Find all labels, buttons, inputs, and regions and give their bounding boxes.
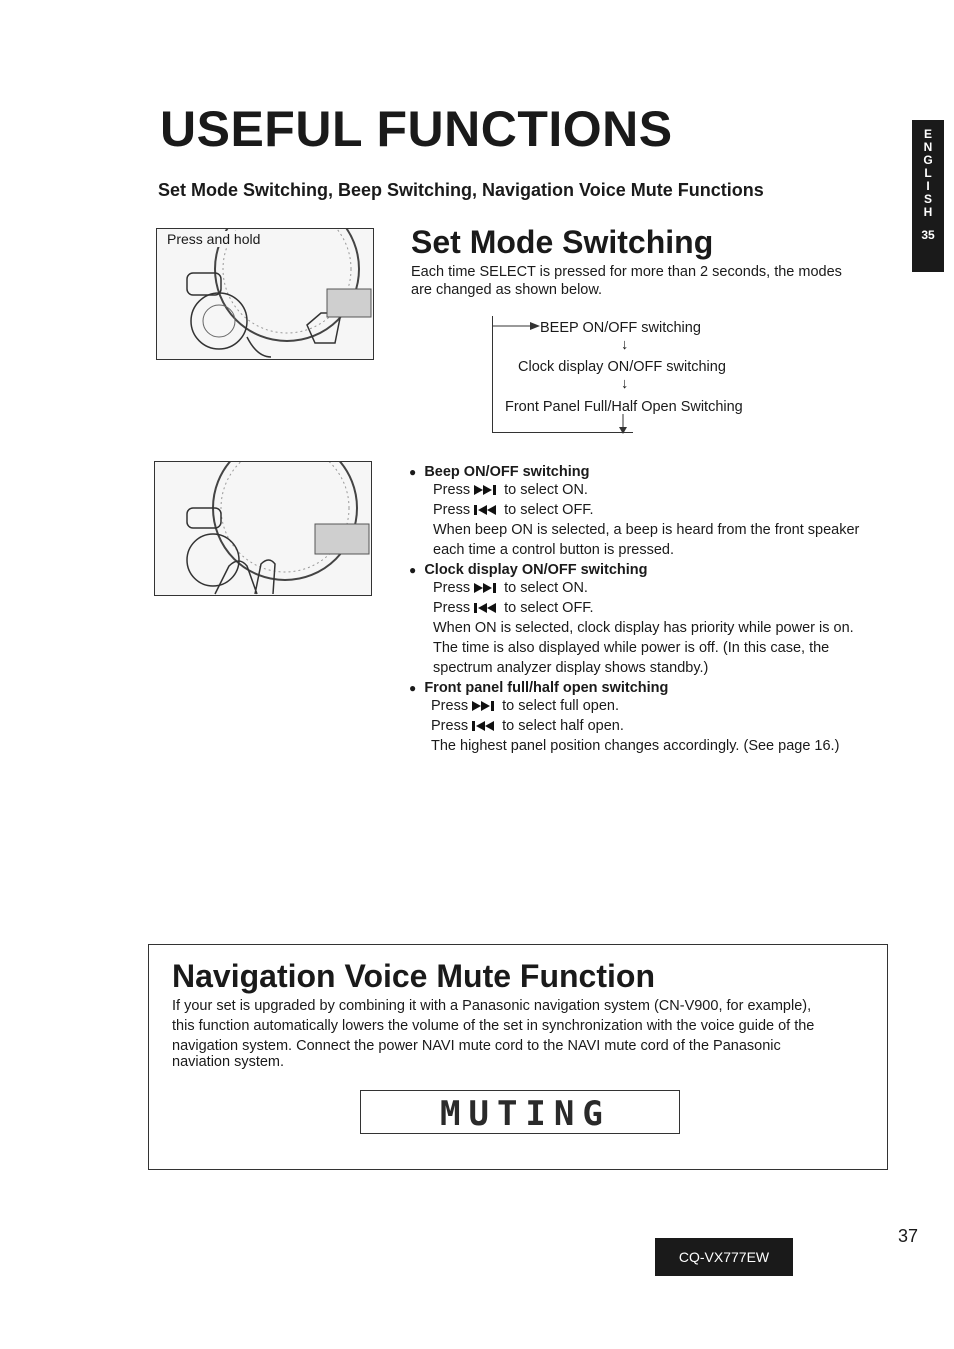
car-stereo-panel-drawing: [157, 229, 373, 359]
prev-track-icon: [474, 603, 500, 613]
bullet-line: When ON is selected, clock display has priority while power is on.: [433, 620, 854, 636]
press-off-text: to select OFF.: [504, 502, 594, 518]
flow-item-front-panel: Front Panel Full/Half Open Switching: [505, 399, 743, 415]
bullet-list: [409, 464, 899, 756]
bullet-front-panel: [409, 680, 899, 756]
bullet-line: When beep ON is selected, a beep is heard from the front speaker: [433, 522, 860, 538]
page-number: 37: [898, 1226, 919, 1246]
bullet-dot-icon: ●: [409, 563, 417, 577]
car-stereo-buttons-drawing: [155, 462, 371, 595]
lang-letter: H: [923, 205, 933, 219]
muting-display-text: MUTING: [440, 1094, 611, 1134]
lang-letter: E: [923, 127, 932, 141]
press-label: Press: [433, 600, 471, 616]
bullet-line: spectrum analyzer display shows standby.): [433, 660, 709, 676]
lang-letter: L: [924, 166, 932, 180]
bullet-dot-icon: ●: [409, 465, 417, 479]
unit-illustration-select: [156, 228, 374, 360]
press-on-text: to select ON.: [504, 580, 588, 596]
flow-down-arrow-icon: ↓: [621, 376, 629, 392]
press-label: Press: [433, 502, 471, 518]
bullet-line: each time a control button is pressed.: [433, 542, 674, 558]
nav-heading: Navigation Voice Mute Function: [172, 958, 655, 994]
next-track-icon: [474, 583, 500, 593]
next-track-icon: [472, 701, 498, 711]
bullet-heading: Beep ON/OFF switching: [424, 464, 590, 480]
nav-line: this function automatically lowers the volume of the set in synchronization with the voice guide of the: [172, 1018, 815, 1034]
press-label: Press: [431, 718, 469, 734]
lang-letter: N: [923, 140, 933, 154]
press-on-text: to select ON.: [504, 482, 588, 498]
language-tab: [912, 120, 944, 272]
set-mode-heading: Set Mode Switching: [411, 224, 714, 260]
bullet-heading: Front panel full/half open switching: [424, 680, 669, 696]
bullet-clock: [409, 562, 899, 678]
nav-line: naviation system.: [172, 1054, 285, 1070]
prev-track-icon: [472, 721, 498, 731]
bullet-beep: [409, 464, 899, 560]
next-track-icon: [474, 485, 500, 495]
bullet-heading: Clock display ON/OFF switching: [424, 562, 648, 578]
set-mode-intro-line-2: are changed as shown below.: [411, 282, 603, 298]
flow-down-arrow-icon: ↓: [621, 337, 629, 353]
lang-letter: I: [926, 179, 930, 193]
page-title: USEFUL FUNCTIONS: [160, 101, 673, 157]
flow-item-beep: BEEP ON/OFF switching: [540, 320, 701, 336]
flow-return-arrow-icon: [616, 414, 630, 438]
flow-arrow-right-icon: [492, 318, 542, 334]
flow-item-clock: Clock display ON/OFF switching: [518, 359, 726, 375]
bullet-dot-icon: ●: [409, 681, 417, 695]
set-mode-intro-line-1: Each time SELECT is pressed for more than 2 seconds, the modes: [411, 264, 842, 280]
lang-letter: S: [923, 192, 932, 206]
nav-line: If your set is upgraded by combining it with a Panasonic navigation system (CN-V900, for example),: [172, 998, 812, 1014]
press-label: Press: [433, 580, 471, 596]
illustration-caption: Press and hold: [167, 231, 261, 247]
press-label: Press: [433, 482, 471, 498]
section-number: 35: [921, 228, 935, 242]
nav-line: navigation system. Connect the power NAVI mute cord to the NAVI mute cord of the Panasonic: [172, 1038, 781, 1054]
press-off-text: to select OFF.: [504, 600, 594, 616]
bullet-line: The time is also displayed while power is off. (In this case, the: [433, 640, 830, 656]
lang-letter: G: [923, 153, 933, 167]
press-off-text: to select half open.: [502, 718, 624, 734]
press-on-text: to select full open.: [502, 698, 620, 714]
bullet-line: The highest panel position changes accordingly. (See page 16.): [431, 738, 840, 754]
unit-illustration-buttons: [154, 461, 372, 596]
press-label: Press: [431, 698, 469, 714]
model-number: CQ-VX777EW: [678, 1249, 770, 1265]
prev-track-icon: [474, 505, 500, 515]
page-subtitle: Set Mode Switching, Beep Switching, Navigation Voice Mute Functions: [158, 180, 764, 200]
model-number-badge: [655, 1238, 793, 1276]
